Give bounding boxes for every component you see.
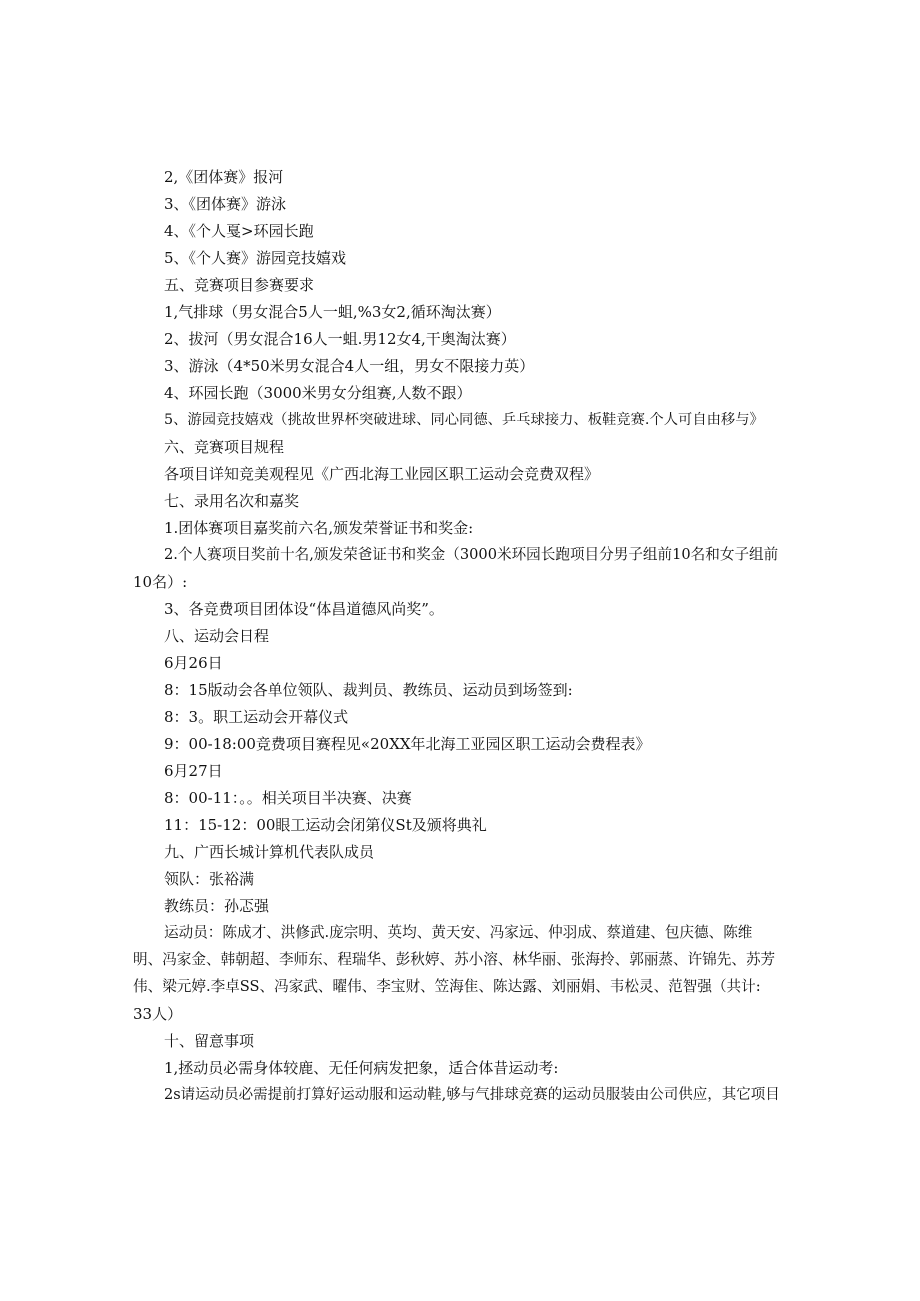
line-events-2: 2,《团体赛》报河: [164, 168, 284, 186]
line-events-4: 4、《个人戛>环园长跑: [164, 222, 314, 240]
line-schedule-4: 8：00-11：。。相关项目半决赛、决赛: [164, 789, 412, 807]
line-athletes-1: 运动员：陈成才、洪修武.庞宗明、英均、黄天安、冯家远、仲羽成、蔡道建、包庆德、陈维: [164, 924, 753, 941]
line-schedule-5: 11：15-12：00眼工运动会闭第仪St及颁将典礼: [164, 816, 487, 834]
line-schedule-1: 8：15版动会各单位领队、裁判员、教练员、运动员到场签到:: [164, 681, 573, 699]
line-schedule-3: 9：00-18:00竞费项目赛程见«20XX年北海工亚园区职工运动会费程表》: [164, 735, 651, 753]
line-athletes-3: 伟、梁元婷.李卓SS、冯家武、曜伟、李宝财、笠海隹、陈达露、刘丽娟、韦松灵、范智强（共计:: [133, 978, 761, 995]
line-award-3: 3、各竞费项目团体设“体昌道德风尚奖”。: [164, 600, 444, 618]
line-athletes-2: 明、冯家金、韩朝超、李师东、程瑞华、彭秋婷、苏小溶、林华丽、张海拎、郭丽蒸、许锦先、苏芳: [133, 951, 776, 968]
line-award-2: 2.个人赛项目奖前十名,颁发荣爸证书和奖金（3000米环园长跑项目分男子组前10名和女子组前: [164, 546, 779, 563]
line-req-5: 5、游园竞技嬉戏（挑故世界杯突破进球、同心同德、乒乓球接力、板鞋竞赛.个人可自由移与》: [164, 412, 764, 428]
section-heading-7: 七、录用名次和嘉奖: [164, 492, 300, 510]
section-heading-6: 六、竞赛项目规程: [164, 438, 285, 456]
line-schedule-2: 8：3。职工运动会开幕仪式: [164, 708, 349, 726]
line-notice-1: 1,拯动员必需身体较鹿、无任何病发把象，适合体昔运动考:: [164, 1059, 559, 1077]
line-date-2: 6月27日: [164, 762, 223, 780]
line-rules: 各项目详知竞美观程见《广西北海工业园区职工运动会竞费双程》: [164, 465, 600, 483]
section-heading-10: 十、留意事项: [164, 1032, 255, 1050]
section-heading-8: 八、运动会日程: [164, 627, 270, 645]
line-req-1: 1,气排球（男女混合5人一蛆,%3女2,循环淘汰赛）: [164, 303, 501, 321]
line-notice-2: 2s请运动员必需提前打算好运动服和运动鞋,够与气排球竞赛的运动员服装由公司供应，其它项目: [164, 1087, 780, 1103]
line-coach: 教练员：孙忑强: [164, 897, 270, 915]
line-leader: 领队：张裕满: [164, 870, 255, 888]
line-events-3: 3、《团体赛》游泳: [164, 195, 287, 213]
section-heading-9: 九、广西长城计算机代表队成员: [164, 843, 375, 861]
line-req-2: 2、拔河（男女混合16人一蛆.男12女4,干奥淘汰赛）: [164, 330, 516, 348]
section-heading-5: 五、竞赛项目参赛要求: [164, 276, 315, 294]
line-date-1: 6月26日: [164, 654, 223, 672]
line-req-4: 4、环园长跑（3000米男女分组赛,人数不跟）: [164, 384, 472, 402]
line-award-1: 1.团体赛项目嘉奖前六名,颁发荣誉证书和奖金:: [164, 519, 474, 537]
line-req-3: 3、游泳（4*50米男女混合4人一组，男女不限接力英）: [164, 357, 535, 375]
line-athletes-4: 33人）: [133, 1005, 183, 1023]
line-award-2-cont: 10名）:: [133, 573, 188, 591]
line-events-5: 5、《个人赛》游园竞技嬉戏: [164, 249, 347, 267]
